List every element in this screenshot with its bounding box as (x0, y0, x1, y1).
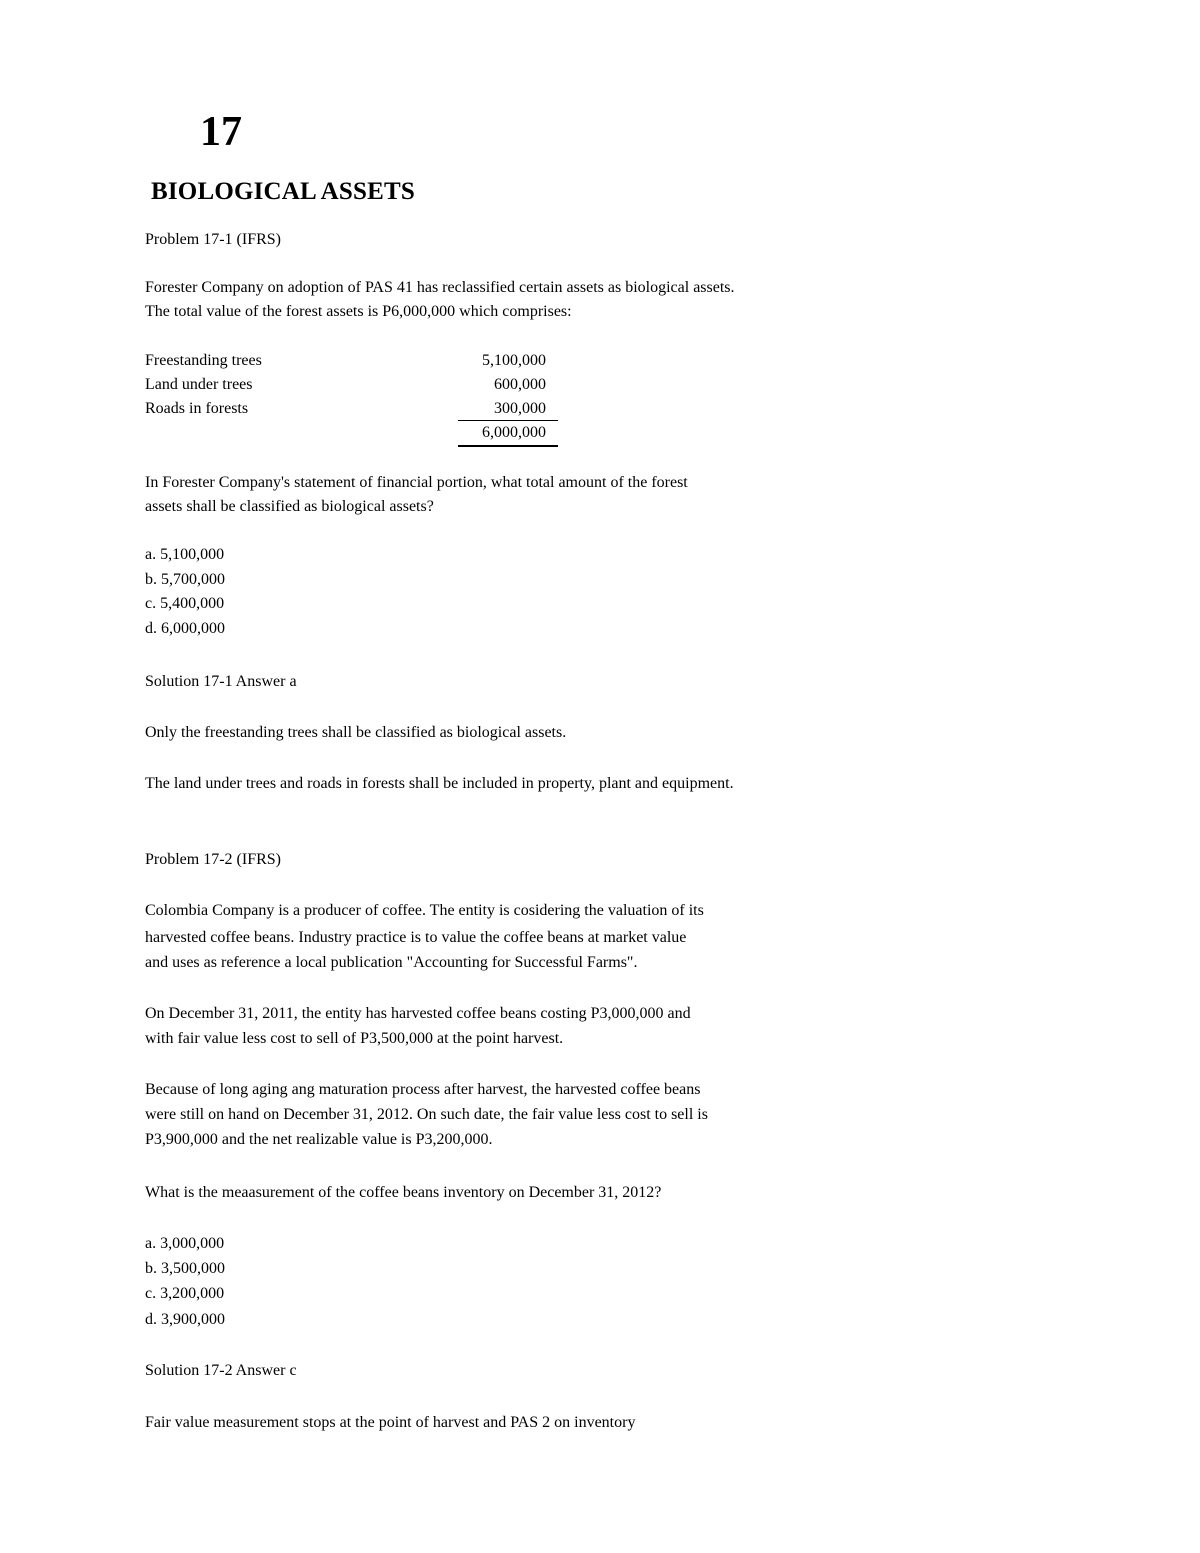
problem-1-choice: b. 5,700,000 (145, 571, 225, 588)
problem-1-heading: Problem 17-1 (IFRS) (145, 231, 281, 248)
problem-2-heading: Problem 17-2 (IFRS) (145, 851, 281, 868)
chapter-number: 17 (200, 109, 242, 155)
problem-2-choice: c. 3,200,000 (145, 1285, 225, 1302)
problem-1-question-line: In Forester Company's statement of financial portion, what total amount of the forest (145, 474, 688, 491)
problem-1-intro-line: Forester Company on adoption of PAS 41 has reclassified certain assets as biological assets. (145, 279, 735, 296)
problem-2-choice: b. 3,500,000 (145, 1260, 225, 1277)
total-rule (458, 445, 558, 447)
problem-2-paragraph-line: with fair value less cost to sell of P3,500,000 at the point harvest. (145, 1030, 564, 1047)
problem-2-paragraph-line: On December 31, 2011, the entity has harvested coffee beans costing P3,000,000 and (145, 1005, 691, 1022)
problem-2-question: What is the meaasurement of the coffee beans inventory on December 31, 2012? (145, 1184, 662, 1201)
problem-1-choice: d. 6,000,000 (145, 620, 225, 637)
table-row-label: Freestanding trees (145, 352, 262, 369)
table-row-label: Land under trees (145, 376, 253, 393)
table-row-amount: 600,000 (494, 376, 546, 393)
problem-2-paragraph-line: Because of long aging ang maturation process after harvest, the harvested coffee beans (145, 1081, 701, 1098)
table-row-amount: 300,000 (494, 400, 546, 417)
problem-2-paragraph-line: P3,900,000 and the net realizable value is P3,200,000. (145, 1131, 493, 1148)
table-row-label: Roads in forests (145, 400, 249, 417)
solution-2-line: Fair value measurement stops at the point of harvest and PAS 2 on inventory (145, 1414, 636, 1431)
problem-2-choice: a. 3,000,000 (145, 1235, 225, 1252)
problem-1-choice: a. 5,100,000 (145, 546, 225, 563)
problem-2-choice: d. 3,900,000 (145, 1311, 225, 1328)
solution-1-line: The land under trees and roads in forests shall be included in property, plant and equipment. (145, 775, 734, 792)
problem-1-question-line: assets shall be classified as biological assets? (145, 498, 434, 515)
problem-1-choice: c. 5,400,000 (145, 595, 225, 612)
problem-2-paragraph-line: were still on hand on December 31, 2012. On such date, the fair value less cost to sell is (145, 1106, 708, 1123)
solution-2-heading: Solution 17-2 Answer c (145, 1362, 297, 1379)
subtotal-rule (458, 420, 558, 421)
problem-2-paragraph-line: and uses as reference a local publication "Accounting for Successful Farms". (145, 954, 638, 971)
problem-2-paragraph-line: Colombia Company is a producer of coffee. The entity is cosidering the valuation of its (145, 902, 704, 919)
table-total-amount: 6,000,000 (482, 424, 546, 441)
chapter-title: BIOLOGICAL ASSETS (151, 178, 415, 205)
table-row-amount: 5,100,000 (482, 352, 546, 369)
problem-2-paragraph-line: harvested coffee beans. Industry practice is to value the coffee beans at market value (145, 929, 687, 946)
problem-1-intro-line: The total value of the forest assets is P6,000,000 which comprises: (145, 303, 572, 320)
solution-1-line: Only the freestanding trees shall be classified as biological assets. (145, 724, 567, 741)
solution-1-heading: Solution 17-1 Answer a (145, 673, 297, 690)
